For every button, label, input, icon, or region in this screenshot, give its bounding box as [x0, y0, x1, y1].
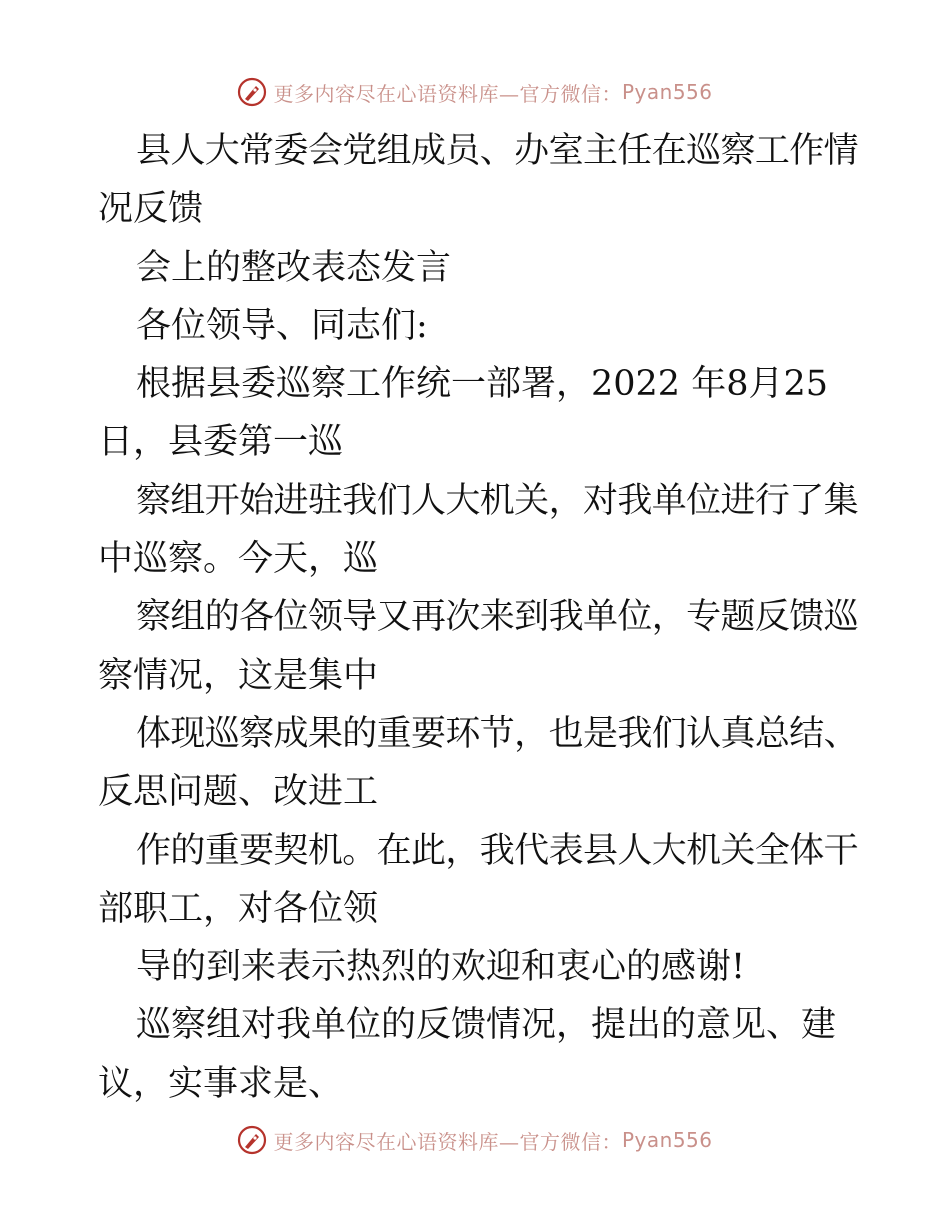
text-line: 察情况，这是集中 [98, 655, 379, 696]
text-line: 议，实事求是、 [98, 1063, 344, 1104]
pen-nib-logo-icon [237, 1125, 267, 1155]
watermark-text: 更多内容尽在心语资料库—官方微信： [273, 1129, 622, 1154]
footer-watermark [0, 1120, 950, 1160]
salutation: 各位领导、同志们: [136, 305, 428, 346]
watermark-wechat-id: Pyan556 [621, 1128, 713, 1152]
text-line: 部职工，对各位领 [98, 888, 379, 929]
document-body [98, 122, 858, 1113]
text-line: 反思问题、改进工 [98, 772, 379, 813]
watermark-wechat-id: Pyan556 [621, 80, 713, 104]
text-line: 巡察组对我单位的反馈情况，提出的意见、建 [136, 1005, 837, 1046]
watermark-text: 更多内容尽在心语资料库—官方微信： [273, 81, 622, 106]
text-line: 作的重要契机。在此，我代表县人大机关全体干 [136, 830, 858, 871]
header-watermark [0, 72, 950, 112]
text-line: 况反馈 [98, 189, 204, 230]
pen-nib-logo-icon [237, 77, 267, 107]
text-line: 中巡察。今天，巡 [98, 539, 379, 580]
text-line: 根据县委巡察工作统一部署，2022 年8月25 [136, 364, 829, 405]
text-line: 导的到来表示热烈的欢迎和衷心的感谢! [136, 947, 746, 988]
text-line: 察组开始进驻我们人大机关，对我单位进行了集 [136, 480, 858, 521]
text-line: 察组的各位领导又再次来到我单位，专题反馈巡 [136, 597, 858, 638]
text-line: 县人大常委会党组成员、办室主任在巡察工作情 [136, 131, 858, 171]
text-line: 体现巡察成果的重要环节，也是我们认真总结、 [136, 713, 858, 754]
text-line: 会上的整改表态发言 [136, 247, 452, 288]
text-line: 日，县委第一巡 [98, 422, 344, 463]
